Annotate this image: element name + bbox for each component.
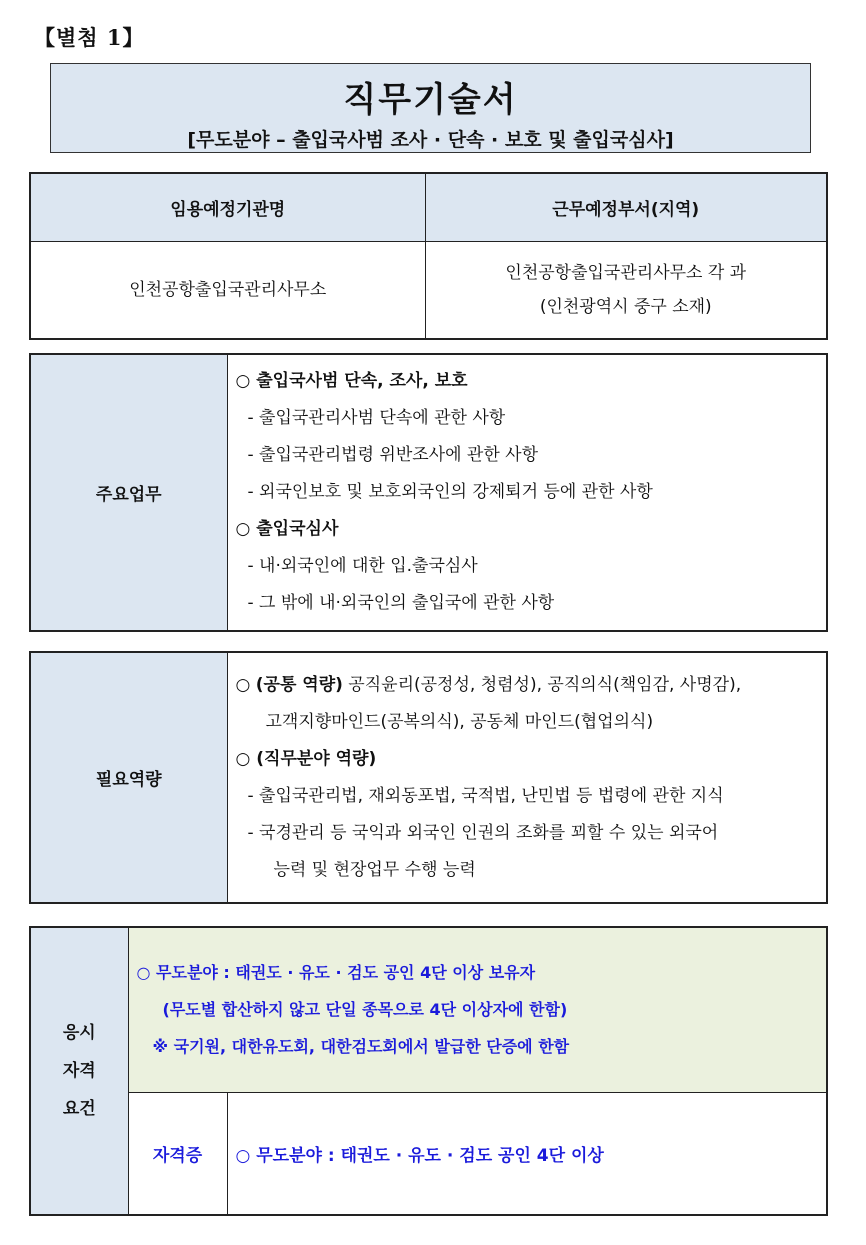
duty-item: - 외국인보호 및 보호외국인의 강제퇴거 등에 관한 사항 <box>247 482 653 502</box>
job-competency-line2-cont: 능력 및 현장업무 수행 능력 <box>273 859 476 880</box>
qualification-line2: (무도별 합산하지 않고 단일 종목으로 4단 이상자에 한함) <box>162 1000 568 1020</box>
common-bullet: ○ <box>235 674 256 695</box>
duties-label: 주요업무 <box>30 354 227 631</box>
info-table <box>29 172 828 340</box>
qualification-label-line3: 요건 <box>62 1099 96 1119</box>
dept-value <box>425 242 827 340</box>
title-box <box>50 63 811 153</box>
duty-heading: ○ 출입국심사 <box>235 519 339 539</box>
common-competency-title: (공통 역량) <box>255 674 343 695</box>
job-competency-line2: - 국경관리 등 국익과 외국인 인권의 조화를 꾀할 수 있는 외국어 <box>247 822 719 843</box>
dept-value-line2: (인천광역시 중구 소재) <box>539 297 712 317</box>
common-competency <box>236 667 817 704</box>
certificate-text: ○ 무도분야 : 태권도 · 유도 · 검도 공인 4단 이상 <box>235 1145 604 1166</box>
org-value: 인천공항출입국관리사무소 <box>30 242 425 340</box>
qualification-requirements <box>128 927 827 1092</box>
dept-header: 근무예정부서(지역) <box>425 173 827 242</box>
duty-item: - 그 밖에 내·외국인의 출입국에 관한 사항 <box>247 593 555 613</box>
duties-list <box>236 363 819 622</box>
duty-item: - 출입국관리사범 단속에 관한 사항 <box>247 408 506 428</box>
duty-item: - 출입국관리법령 위반조사에 관한 사항 <box>247 445 539 465</box>
competency-label: 필요역량 <box>30 652 227 903</box>
certificate-content <box>227 1092 827 1215</box>
document-title: 직무기술서 <box>343 80 518 120</box>
certificate-label: 자격증 <box>128 1092 227 1215</box>
qualification-label-line2: 자격 <box>62 1061 96 1081</box>
common-competency-cont: 고객지향마인드(공복의식), 공동체 마인드(협업의식) <box>265 711 654 732</box>
qualification-label <box>30 927 128 1215</box>
duties-content <box>227 354 827 631</box>
job-competency-line1: - 출입국관리법, 재외동포법, 국적법, 난민법 등 법령에 관한 지식 <box>247 785 724 806</box>
duty-heading: ○ 출입국사범 단속, 조사, 보호 <box>235 371 468 391</box>
document-subtitle: [무도분야 – 출입국사범 조사 · 단속 · 보호 및 출입국심사] <box>187 129 674 151</box>
job-competency-title: ○ (직무분야 역량) <box>235 748 377 769</box>
org-header: 임용예정기관명 <box>30 173 425 242</box>
qualification-label-line1: 응시 <box>62 1023 96 1043</box>
common-competency-text: 공직윤리(공정성, 청렴성), 공직의식(책임감, 사명감), <box>342 674 742 695</box>
competency-content <box>227 652 827 903</box>
duties-table <box>29 353 828 632</box>
dept-value-line1: 인천공항출입국관리사무소 각 과 <box>505 263 747 283</box>
competency-table <box>29 651 828 904</box>
duty-item: - 내·외국인에 대한 입.출국심사 <box>247 556 478 576</box>
qualification-line1: ○ 무도분야 : 태권도 · 유도 · 검도 공인 4단 이상 보유자 <box>136 963 536 983</box>
attachment-label: 【별첨 1】 <box>34 25 145 50</box>
qualification-table <box>29 926 828 1216</box>
qualification-line3: ※ 국기원, 대한유도회, 대한검도회에서 발급한 단증에 한함 <box>152 1037 570 1057</box>
